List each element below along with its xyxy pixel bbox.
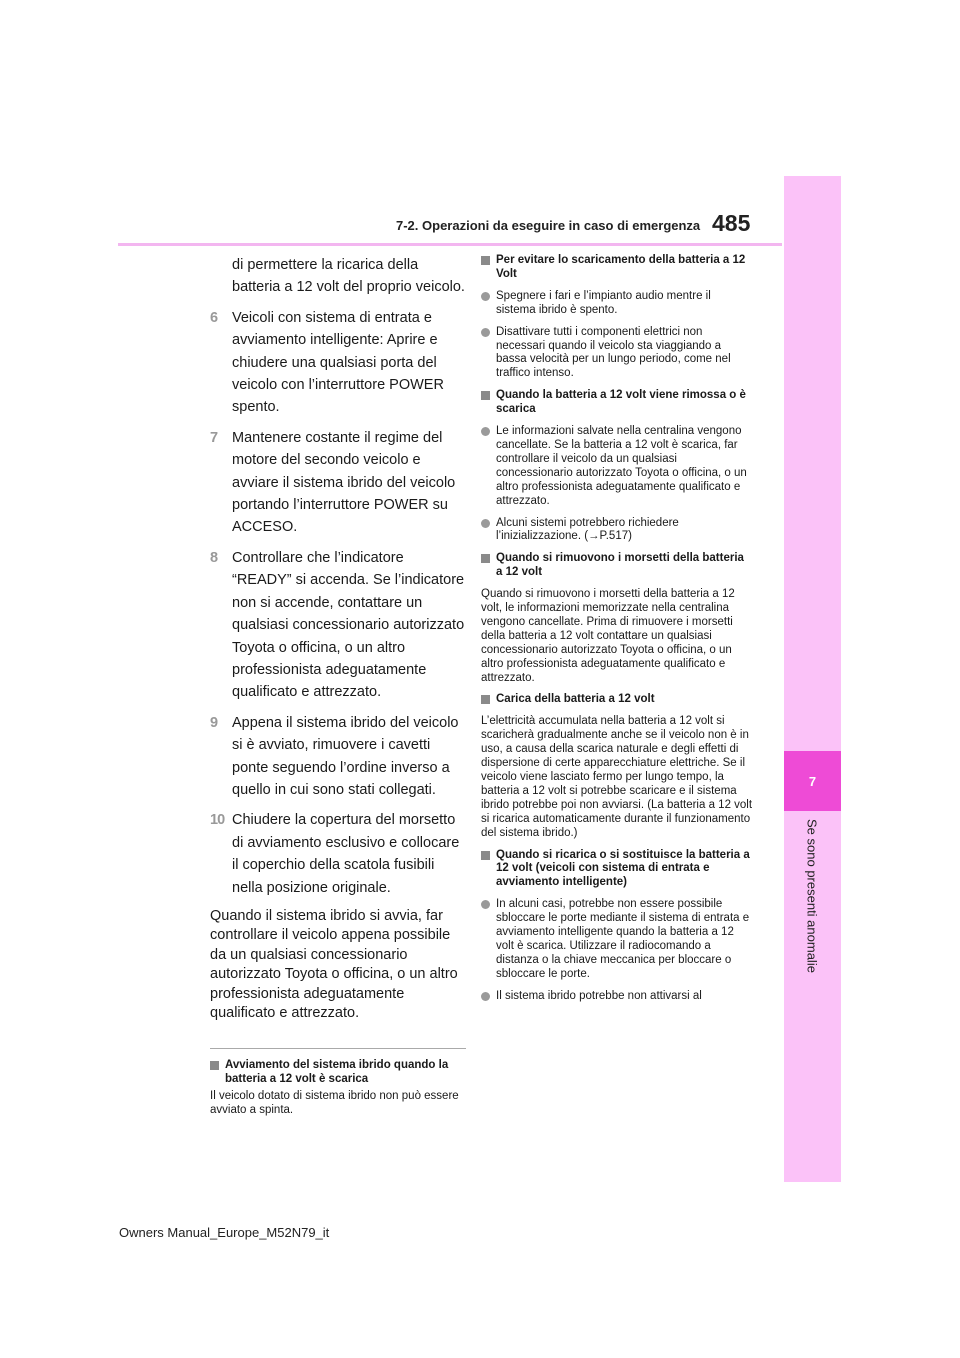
step-continuation: di permettere la ricarica della batteria a 12 volt del proprio veicolo. xyxy=(232,257,465,296)
note-heading xyxy=(481,693,753,707)
step-text: Chiudere la copertura del morsetto di avviamento esclusivo e collocare il coperchio della scatola fusibili nella posizione originale. xyxy=(232,812,460,896)
step-text: Controllare che l’indicatore “READY” si accenda. Se l’indicatore non si accende, contattare un qualsiasi concessionario autorizzato Toyota o officina, o un altro professionista adeguatamente qualificato e attrezzato. xyxy=(232,549,465,701)
square-bullet-icon xyxy=(481,851,490,860)
bullet-item xyxy=(481,326,753,382)
bullet-text: Alcuni sistemi potrebbero richiedere l’inizializzazione. (→P.517) xyxy=(496,516,679,543)
circle-bullet-icon xyxy=(481,900,490,909)
chapter-number-badge xyxy=(784,751,841,811)
step-number: 10 xyxy=(210,812,225,829)
circle-bullet-icon xyxy=(481,328,490,337)
bullet-text: Le informazioni salvate nella centralina vengono cancellate. Se la batteria a 12 volt è scarica, far controllare il veicolo da un qualsiasi concessionario autorizzato Toyota o officina, o un altro professionista adeguatamente qualificato e attrezzato. xyxy=(496,425,747,507)
step-number: 6 xyxy=(210,309,219,326)
bullet-item xyxy=(481,990,753,1004)
note-heading-text: Quando la batteria a 12 volt viene rimossa o è scarica xyxy=(496,389,746,416)
step-text: Appena il sistema ibrido del veicolo si è avviato, rimuovere i cavetti ponte seguendo l’ordine inverso a quello in cui sono stati collegati. xyxy=(232,714,459,798)
right-column xyxy=(481,254,753,1012)
square-bullet-icon xyxy=(481,695,490,704)
step-number: 9 xyxy=(210,714,219,731)
note-heading-text: Quando si ricarica o si sostituisce la batteria a 12 volt (veicoli con sistema di entrata e avviamento intelligente) xyxy=(496,848,750,889)
step-item xyxy=(210,427,466,539)
note-heading-text: Carica della batteria a 12 volt xyxy=(496,693,655,706)
circle-bullet-icon xyxy=(481,427,490,436)
bullet-text: Il sistema ibrido potrebbe non attivarsi al xyxy=(496,989,702,1002)
circle-bullet-icon xyxy=(481,519,490,528)
bullet-text: Disattivare tutti i componenti elettrici non necessari quando il veicolo sta viaggiando a bassa velocità per un lungo periodo, come nel traffico intenso. xyxy=(496,325,731,380)
note-heading xyxy=(481,849,753,891)
manual-footer: Owners Manual_Europe_M52N79_it xyxy=(119,1225,330,1240)
bullet-item xyxy=(481,290,753,318)
note-heading xyxy=(210,1059,466,1086)
chapter-number: 7 xyxy=(808,773,817,789)
note-divider xyxy=(210,1048,466,1049)
note-heading-text: Quando si rimuovono i morsetti della batteria a 12 volt xyxy=(496,552,744,579)
chapter-label: Se sono presenti anomalie xyxy=(804,819,820,973)
step-number: 7 xyxy=(210,429,219,446)
page-number: 485 xyxy=(712,210,751,236)
step-text: Mantenere costante il regime del motore del secondo veicolo e avviare il sistema ibrido del veicolo portando l’interruttore POWER su ACCESO. xyxy=(232,429,456,536)
step-item xyxy=(210,809,466,899)
note-heading xyxy=(481,389,753,417)
bullet-text: Spegnere i fari e l’impianto audio mentre il sistema ibrido è spento. xyxy=(496,289,711,316)
bullet-text: In alcuni casi, potrebbe non essere possibile sbloccare le porte mediante il sistema di entrata e avviamento intelligente quando la batteria a 12 volt è scarica. Utilizzare il radiocomando a distanza o la chiave meccanica per bloccare o sbloccare le porte. xyxy=(496,898,750,980)
bullet-item xyxy=(481,898,753,981)
bullet-item xyxy=(481,425,753,508)
chapter-side-tab xyxy=(784,176,841,1182)
square-bullet-icon xyxy=(481,554,490,563)
note-heading xyxy=(481,552,753,580)
section-title: 7-2. Operazioni da eseguire in caso di emergenza xyxy=(396,218,701,233)
circle-bullet-icon xyxy=(481,292,490,301)
note-heading xyxy=(481,254,753,282)
step-item xyxy=(210,547,466,704)
step-text: Veicoli con sistema di entrata e avviamento intelligente: Aprire e chiudere una qualsiasi porta del veicolo con l’interruttore POWER spento. xyxy=(232,309,444,416)
left-column xyxy=(210,254,466,1117)
circle-bullet-icon xyxy=(481,992,490,1001)
step-number: 8 xyxy=(210,549,219,566)
square-bullet-icon xyxy=(481,391,490,400)
closing-paragraph: Quando il sistema ibrido si avvia, far controllare il veicolo appena possibile da un qualsiasi concessionario autorizzato Toyota o officina, o un altro professionista adeguatamente qualificato e attrezzato. xyxy=(210,907,458,1022)
step-item xyxy=(210,712,466,802)
note-heading-text: Per evitare lo scaricamento della batteria a 12 Volt xyxy=(496,254,746,280)
square-bullet-icon xyxy=(481,256,490,265)
step-item xyxy=(210,307,466,419)
square-bullet-icon xyxy=(210,1061,219,1070)
header-rule xyxy=(118,243,782,246)
note-paragraph: L’elettricità accumulata nella batteria a 12 volt si scaricherà gradualmente anche se il veicolo non è in uso, a causa della scarica naturale e degli effetti di dispersione di certe apparecchiature elettriche. Se il veicolo viene lasciato fermo per lungo tempo, la batteria a 12 volt si potrebbe scaricare e il sistema ibrido potrebbe poi non avviarsi. (La batteria a 12 volt si ricarica automaticamente durante il funzionamento del sistema ibrido.) xyxy=(481,715,753,839)
note-heading-text: Avviamento del sistema ibrido quando la batteria a 12 volt è scarica xyxy=(225,1058,449,1085)
note-text: Il veicolo dotato di sistema ibrido non può essere avviato a spinta. xyxy=(210,1090,459,1116)
bullet-item xyxy=(481,517,753,545)
note-paragraph: Quando si rimuovono i morsetti della batteria a 12 volt, le informazioni memorizzate nella centralina vengono cancellate. Prima di rimuovere i morsetti della batteria a 12 volt contattare un qualsiasi concessionario autorizzato Toyota o officina, o un altro professionista adeguatamente qualificato e attrezzato. xyxy=(481,588,735,684)
